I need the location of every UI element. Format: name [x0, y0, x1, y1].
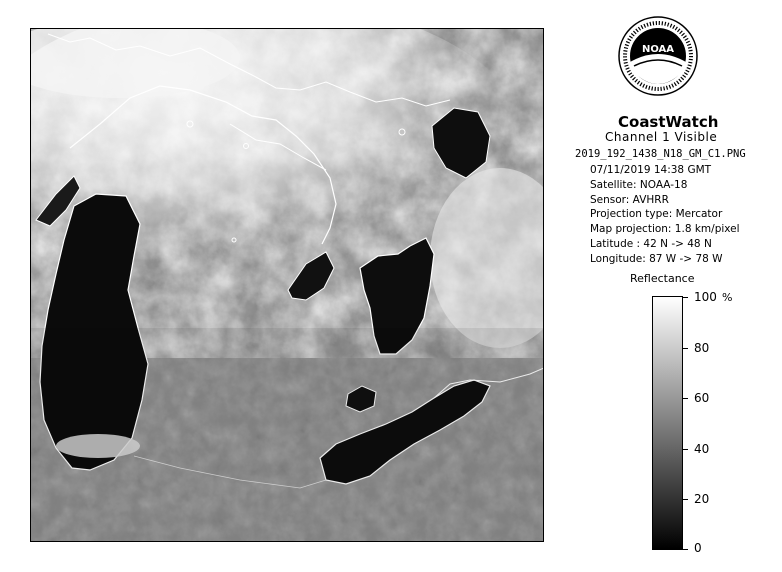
- datetime-label: 07/11/2019 14:38 GMT: [590, 164, 712, 176]
- map-projection-label: Map projection: 1.8 km/pixel: [590, 223, 740, 235]
- filename-label: 2019_192_1438_N18_GM_C1.PNG: [575, 148, 746, 160]
- logo-text: NOAA: [641, 44, 675, 55]
- colorbar-tick-label: 0: [694, 541, 702, 555]
- colorbar-tick-label: 20: [694, 492, 710, 506]
- colorbar-tick: [683, 398, 688, 399]
- colorbar-tick: [683, 348, 688, 349]
- colorbar-tick-label: 40: [694, 442, 710, 456]
- longitude-label: Longitude: 87 W -> 78 W: [590, 253, 723, 265]
- colorbar-title: Reflectance: [630, 272, 695, 285]
- projection-type-label: Projection type: Mercator: [590, 208, 723, 220]
- colorbar-tick-label: 100: [694, 290, 717, 304]
- land-shading: [30, 328, 544, 542]
- channel-subtitle: Channel 1 Visible: [605, 130, 718, 144]
- colorbar-tick-label: 60: [694, 391, 710, 405]
- noaa-logo: [618, 16, 698, 96]
- colorbar-tick: [683, 499, 688, 500]
- satellite-map: [30, 28, 544, 542]
- colorbar-tick-label: 80: [694, 341, 710, 355]
- colorbar-unit: %: [722, 291, 733, 304]
- product-title: CoastWatch: [618, 113, 719, 131]
- reflectance-colorbar: [652, 296, 683, 550]
- latitude-label: Latitude : 42 N -> 48 N: [590, 238, 712, 250]
- colorbar-tick: [683, 549, 688, 550]
- sensor-label: Sensor: AVHRR: [590, 194, 669, 206]
- colorbar-tick: [683, 449, 688, 450]
- satellite-label: Satellite: NOAA-18: [590, 179, 688, 191]
- colorbar-tick: [683, 297, 688, 298]
